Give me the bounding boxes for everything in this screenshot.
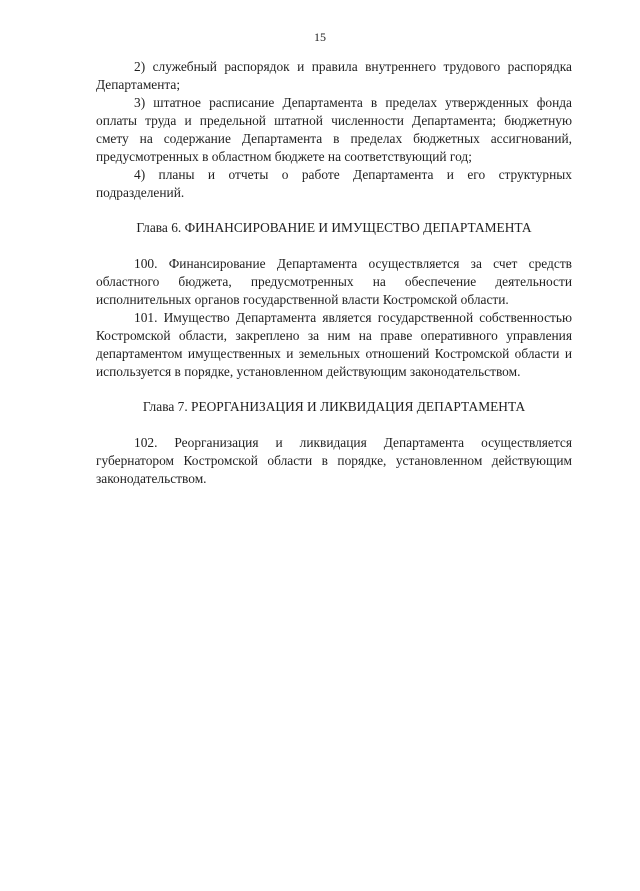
paragraph-101: 101. Имущество Департамента является государственной собственностью Костромской области, закреплено за ним на праве оперативного управления департаментом имущественных и земельных отношений Костромской области и используется в порядке, установленном действующим законодательством. (96, 310, 572, 379)
list-item: 4) планы и отчеты о работе Департамента и его структурных подразделений. (96, 167, 572, 200)
list-item: 3) штатное расписание Департамента в пределах утвержденных фонда оплаты труда и предельной штатной численности Департамента; бюджетную смету на содержание Департамента в пределах бюджетных ассигнований, предусмотренных в областном бюджете на соответствующий год; (96, 95, 572, 164)
document-body (96, 58, 572, 488)
paragraph-102: 102. Реорганизация и ликвидация Департамента осуществляется губернатором Костромской области в порядке, установленном действующим законодательством. (96, 435, 572, 486)
list-item: 2) служебный распорядок и правила внутреннего трудового распорядка Департамента; (96, 59, 572, 92)
page-number: 15 (314, 30, 326, 44)
chapter-6-heading: Глава 6. ФИНАНСИРОВАНИЕ И ИМУЩЕСТВО ДЕПАРТАМЕНТА (136, 220, 532, 235)
chapter-7-heading: Глава 7. РЕОРГАНИЗАЦИЯ И ЛИКВИДАЦИЯ ДЕПАРТАМЕНТА (142, 399, 526, 414)
paragraph-100: 100. Финансирование Департамента осуществляется за счет средств областного бюджета, предусмотренных на обеспечение деятельности исполнительных органов государственной власти Костромской области. (96, 256, 572, 307)
